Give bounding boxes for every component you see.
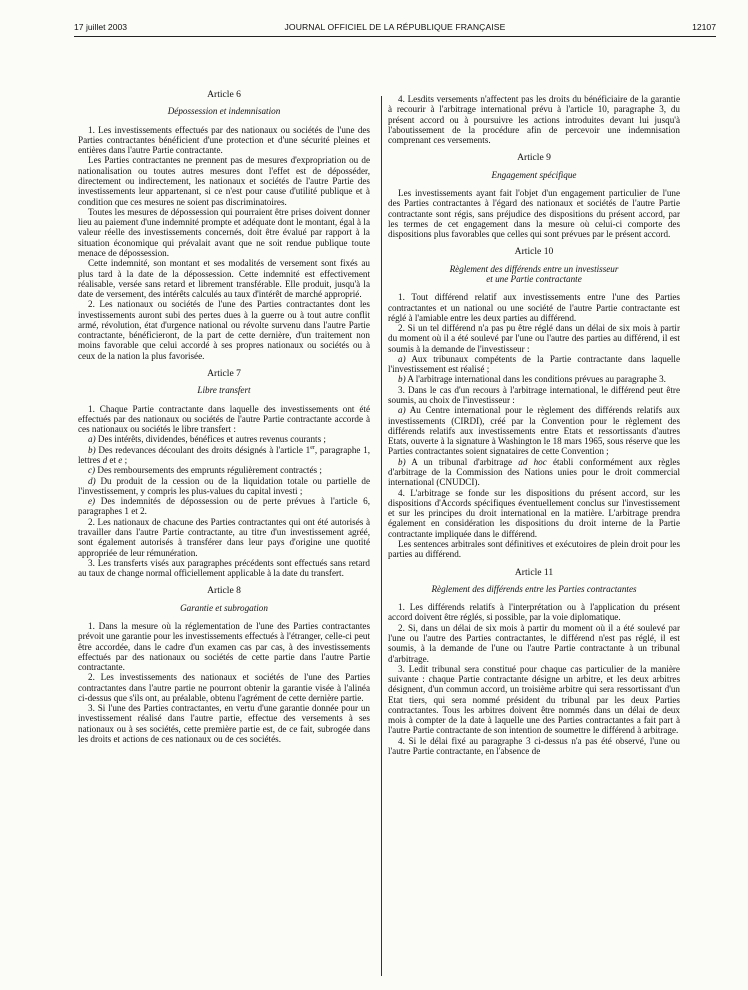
article-10-subtitle [388,264,680,285]
item-text: , paragraphe 1, lettres [78,444,370,465]
list-item [388,457,680,488]
paragraph: 3. Dans le cas d'un recours à l'arbitrage international, le différend peut être soumis, au choix de l'investisseur : [388,384,680,406]
left-column [78,90,370,744]
paragraph: 3. Ledit tribunal sera constitué pour chaque cas particulier de la manière suivante : chaque Partie contractante désigne un arbitre, et les deux arbitres désignent, d'un commun accord, un troisième arbitre qui sera ressortissant d'un Etat tiers, qui sera nommé président du tribunal par les deux Parties contractantes. Tous les arbitres doivent être nommés dans un délai de deux mois à compter de la date à laquelle une des Parties contractantes a fait part à l'autre Partie contractante de son intention de soumettre le différend à arbitrage. [388,663,680,736]
paragraph: 4. L'arbitrage se fonde sur les dispositions du présent accord, sur les dispositions d'Accords spécifiques éventuellement conclus sur l'investissement et sur les principes du droit international en la matière. L'arbitrage prendra également en considération les dispositions du droit interne de la Partie contractante impliquée dans le différend. [388,487,680,539]
article-7-title: Article 7 [207,368,241,380]
paragraph: Cette indemnité, son montant et ses modalités de versement sont fixés au plus tard à la date de la dépossession. Cette indemnité est effectivement réalisable, versée sans retard et librement transférable. Elle produit, jusqu'à la date de versement, des intérêts calculés au taux d'intérêt de marché approprié. [78,258,370,300]
page-header [74,22,716,36]
item-text: Des remboursements des emprunts régulièrement contractés ; [95,465,322,476]
paragraph: 2. Si, dans un délai de six mois à partir du moment où il a été soulevé par l'une ou l'autre des Parties contractantes, le différend n'est pas réglé, il est soumis, à la demande de l'une ou l'autre Partie contractante à un tribunal d'arbitrage. [388,622,680,664]
article-9-title: Article 9 [517,152,551,164]
item-text: et [107,455,119,465]
page-number: 12107 [692,22,716,32]
paragraph: 2. Les nationaux ou sociétés de l'une des Parties contractantes dont les investissements auront subi des pertes dues à la guerre ou à tout autre conflit armé, révolution, état d'urgence national ou révolte survenu dans l'autre Partie contractante, bénéficieront, de la part de cette dernière, d'un traitement non moins favorable que celui accordé à ses propres nationaux ou sociétés ou à ceux de la nation la plus favorisée. [78,299,370,361]
paragraph: Les investissements ayant fait l'objet d'un engagement particulier de l'une des Parties contractantes à l'égard des nationaux et sociétés de l'autre Partie contractante sont régis, sans préjudice des dispositions du présent accord, par les termes de cet engagement dans la mesure où celui-ci comporte des dispositions plus favorables que celles qui sont prévues par le présent accord. [388,187,680,240]
letter-ref: e [118,455,123,465]
article-8-subtitle: Garantie et subrogation [180,602,268,613]
header-rule [74,36,716,37]
item-label: c) [88,465,96,476]
paragraph: Les Parties contractantes ne prennent pas de mesures d'expropriation ou de nationalisation ou toutes autres mesures dont l'effet est de déposséder, directement ou indirectement, les nationaux et sociétés de l'autre Partie des investissements leur appartenant, si ce n'est pour cause d'utilité publique et à condition que ces mesures ne soient pas discriminatoires. [78,155,370,207]
item-label: e) [88,496,96,507]
article-9-subtitle: Engagement spécifique [491,169,577,180]
subtitle-line: Règlement des différends entre un investisseur [449,263,619,274]
item-text: Des indemnités de dépossession ou de perte prévues à l'article 6, paragraphes 1 et 2. [78,496,370,517]
item-label: a) [398,405,406,416]
latin-term: ad hoc [518,456,547,467]
list-item [388,405,680,456]
paragraph: 1. Dans la mesure où la réglementation de l'une des Parties contractantes prévoit une garantie pour les investissements effectués à l'étranger, celle-ci peut être accordée, dans le cadre d'un examen cas par cas, à des investissements effectués par des nationaux ou sociétés de cette partie dans l'autre Partie contractante. [78,620,370,673]
item-text: ; [122,455,128,465]
paragraph: 3. Les transferts visés aux paragraphes précédents sont effectués sans retard au taux de change normal officiellement applicable à la date du transfert. [78,557,370,579]
item-text: Du produit de la cession ou de la liquidation totale ou partielle de l'investissement, y compris les plus-values du capital investi ; [78,475,370,496]
right-column [388,94,680,756]
article-7-subtitle: Libre transfert [197,385,251,396]
item-text: établi conformément aux règles d'arbitrage de la Commission des Nations unies pour le droit commercial international (CNUDCI). [388,456,680,488]
item-text: Aux tribunaux compétents de la Partie contractante dans laquelle l'investissement est réalisé ; [388,353,680,375]
paragraph: 1. Les différends relatifs à l'interprétation ou à l'application du présent accord doivent être réglés, si possible, par la voie diplomatique. [388,602,680,623]
list-item [78,496,370,517]
paragraph: 2. Si un tel différend n'a pas pu être réglé dans un délai de six mois à partir du moment où il a été soulevé par l'une ou l'autre des parties au différend, il est soumis à la demande de l'investisseur : [388,323,680,354]
item-text: A l'arbitrage international dans les conditions prévues au paragraphe 3. [405,374,666,385]
header-date: 17 juillet 2003 [74,22,128,32]
item-label: a) [398,353,406,364]
list-item [78,465,370,475]
paragraph: 1. Les investissements effectués par des nationaux ou sociétés de l'une des Parties contractantes bénéficient d'une protection et d'une sécurité pleines et entières dans l'autre Partie contractante. [78,124,370,156]
paragraph: Toutes les mesures de dépossession qui pourraient être prises doivent donner lieu au paiement d'une indemnité prompte et adéquate dont le montant, égal à la valeur réelle des investissements concernés, doit être évalué par rapport à la situation économique qui prévalait avant que ne soit rendue publique toute menace de dépossession. [78,206,370,258]
paragraph: Les sentences arbitrales sont définitives et exécutoires de plein droit pour les parties au différend. [388,538,680,560]
paragraph: 1. Chaque Partie contractante dans laquelle des investissements ont été effectués par des nationaux ou sociétés de l'autre Partie contractante accorde à ces nationaux ou sociétés le libre transfert : [78,403,370,435]
paragraph: 2. Les investissements des nationaux et sociétés de l'une des Parties contractantes dans l'autre partie ne pourront obtenir la garantie visée à l'alinéa ci-dessus que s'ils ont, au préalable, obtenu l'agrément de cette dernière partie. [78,672,370,703]
paragraph: 4. Lesdits versements n'affectent pas les droits du bénéficiaire de la garantie à recourir à l'arbitrage international prévu à l'article 10, paragraphe 3, du présent accord ou à poursuivre les actions introduites devant lui jusqu'à l'aboutissement de la procédure afin de percevoir une indemnisation comprenant ces versements. [388,94,680,146]
item-label: b) [398,456,406,467]
item-label: a) [88,434,96,445]
item-text: Des intérêts, dividendes, bénéfices et autres revenus courants ; [95,434,326,445]
letter-ref: d [102,455,108,465]
list-item [78,434,370,444]
paragraph: 1. Tout différend relatif aux investissements entre l'une des Parties contractantes et un national ou une société de l'autre Partie contractante est réglé à l'amiable entre les deux parties au différend. [388,292,680,323]
item-label: b) [88,444,96,455]
subtitle-line: et une Partie contractante [486,273,582,284]
paragraph: 3. Si l'une des Parties contractantes, en vertu d'une garantie donnée pour un investissement réalisé dans l'autre partie, effectue des versements à ses nationaux ou à ses sociétés, cette première partie est, de ce fait, subrogée dans les droits et actions de ces nationaux ou de ces sociétés. [78,703,370,745]
article-11-subtitle: Règlement des différends entre les Parties contractantes [431,583,637,594]
item-text: Au Centre international pour le règlement des différends relatifs aux investissements (CIRDI), créé par la Convention pour le règlement des différends relatifs aux investissements entre Etats et ressortissants d'autres Etats, ouverte à la signature à Washington le 18 mars 1965, sous réserve que les Parties contractantes soient signataires de cette Convention ; [388,405,680,457]
paragraph: 2. Les nationaux de chacune des Parties contractantes qui ont été autorisés à travailler dans l'autre Partie contractante, au titre d'un investissement agréé, sont également autorisés à transférer dans leur pays d'origine une quotité appropriée de leur rémunération. [78,516,370,558]
item-label: b) [398,374,406,385]
article-10-title: Article 10 [514,246,554,258]
item-label: d) [88,475,96,486]
list-item [78,476,370,497]
paragraph: 4. Si le délai fixé au paragraphe 3 ci-dessus n'a pas été observé, l'une ou l'autre Partie contractante, en l'absence de [388,735,680,757]
list-item [78,445,370,466]
column-divider [381,96,382,976]
journal-title: JOURNAL OFFICIEL DE LA RÉPUBLIQUE FRANÇAISE [284,22,506,32]
article-11-title: Article 11 [514,566,554,578]
item-text: A un tribunal d'arbitrage [405,456,519,467]
article-6-title: Article 6 [207,89,241,100]
item-text: Des redevances découlant des droits désignés à l'article 1 [95,444,311,455]
article-8-title: Article 8 [207,585,241,597]
list-item [388,374,680,384]
superscript: er [310,444,315,451]
article-6-subtitle: Dépossession et indemnisation [167,106,281,117]
list-item [388,354,680,375]
